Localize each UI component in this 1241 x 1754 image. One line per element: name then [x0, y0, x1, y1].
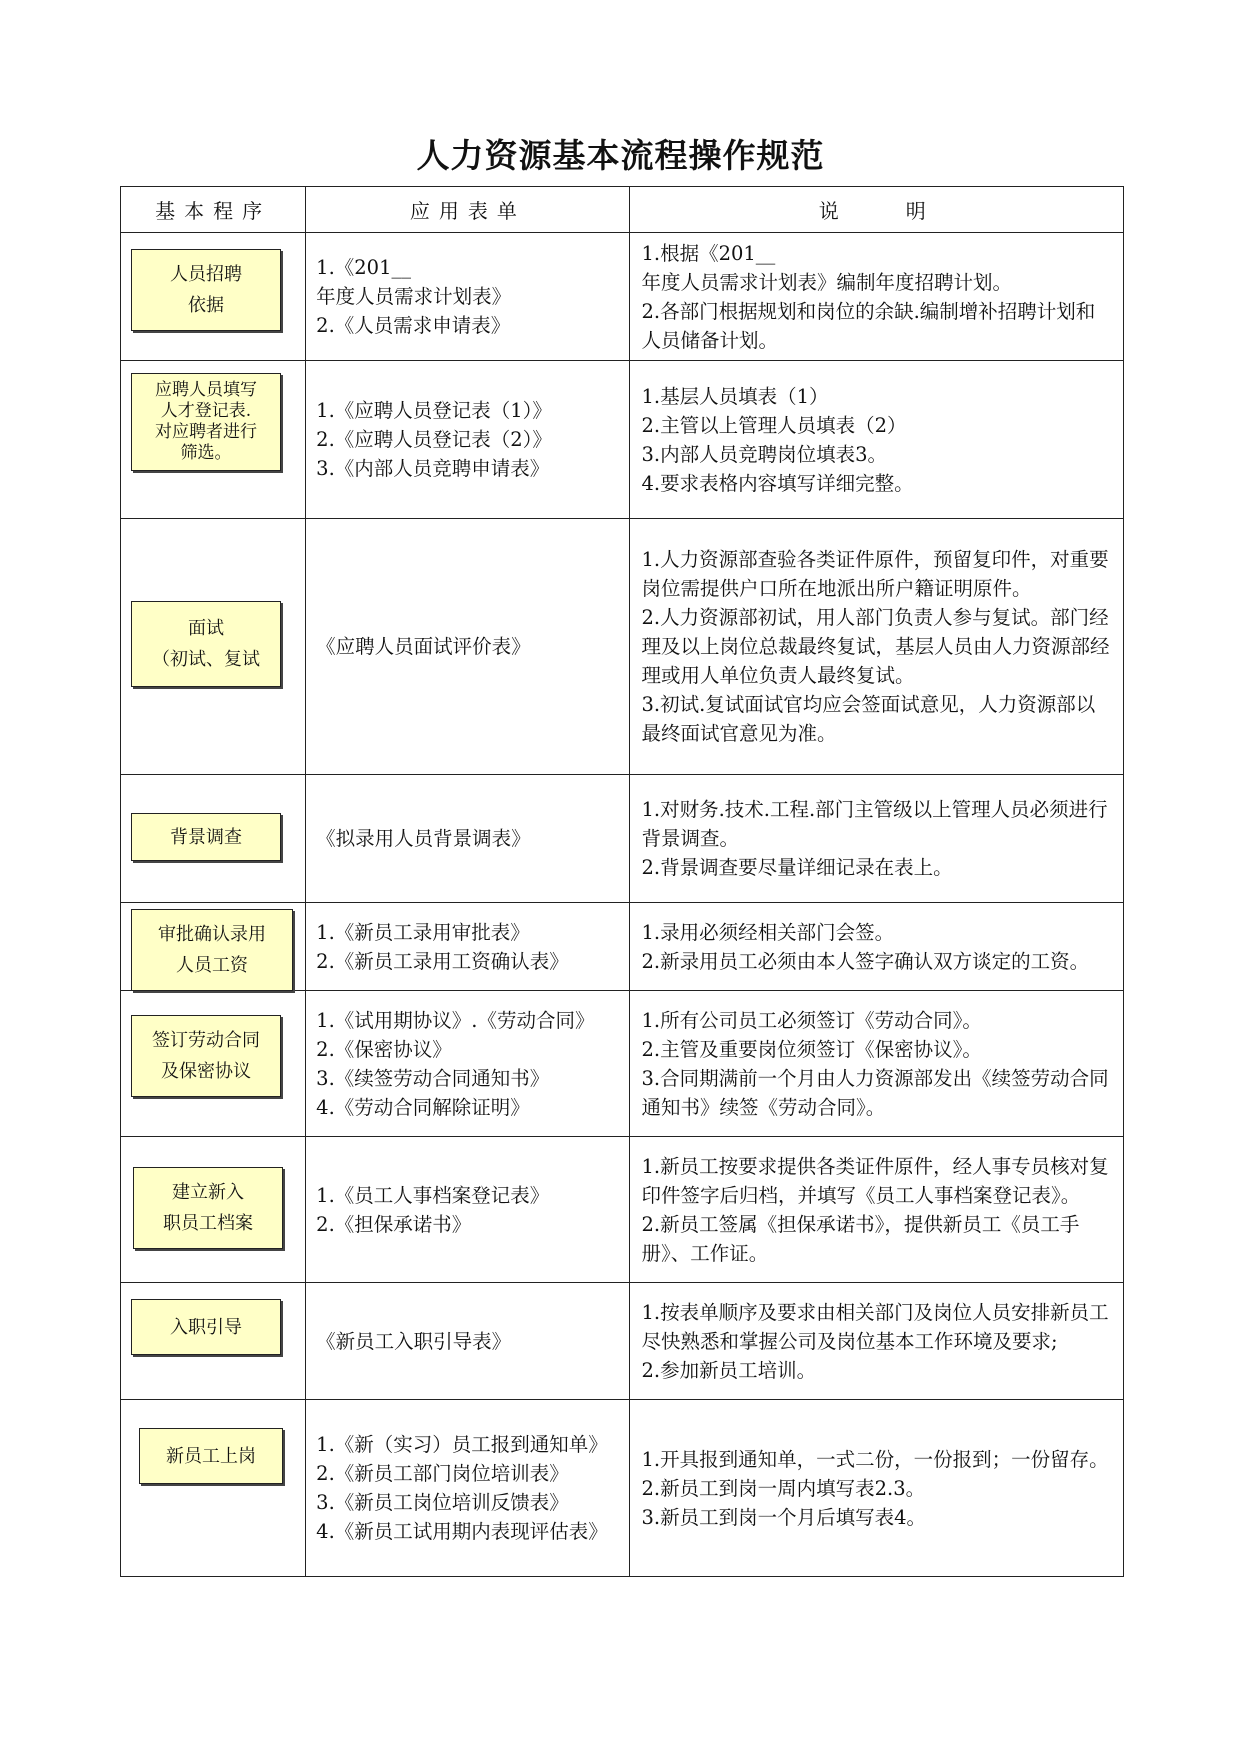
form-item: 4.《劳动合同解除证明》 — [316, 1095, 530, 1119]
description-item: 1.所有公司员工必须签订《劳动合同》。 — [641, 1008, 982, 1032]
form-item: 3.《续签劳动合同通知书》 — [316, 1066, 550, 1090]
description-item: 1.人力资源部查验各类证件原件，预留复印件，对重要岗位需提供户口所在地派出所户籍证明原件。 — [641, 548, 1109, 600]
description-item: 3.新员工到岗一个月后填写表4。 — [641, 1505, 926, 1529]
description-cell — [630, 361, 1124, 519]
procedure-step-box: 应聘人员填写 人才登记表. 对应聘者进行 筛选。 — [131, 373, 281, 471]
description-item: 1.开具报到通知单，一式二份，一份报到；一份留存。 — [641, 1447, 1109, 1471]
procedure-step-box: 入职引导 — [131, 1299, 281, 1355]
description-cell — [630, 991, 1124, 1137]
form-item: 1.《新员工录用审批表》 — [316, 920, 530, 944]
description-cell — [630, 903, 1124, 991]
page-title: 人力资源基本流程操作规范 — [416, 136, 825, 175]
form-item: 1.《员工人事档案登记表》 — [316, 1183, 550, 1207]
description-item: 2.新员工到岗一周内填写表2.3。 — [641, 1476, 926, 1500]
description-item: 2.参加新员工培训。 — [641, 1358, 817, 1382]
procedure-step-box: 面试 （初试、复试 — [131, 601, 281, 687]
procedure-step-box: 签订劳动合同 及保密协议 — [131, 1015, 281, 1097]
procedure-cell — [121, 361, 306, 519]
description-item: 1.新员工按要求提供各类证件原件，经人事专员核对复印件签字后归档，并填写《员工人事档案登记表》。 — [641, 1154, 1109, 1207]
table-row — [121, 519, 1124, 775]
form-item: 《应聘人员面试评价表》 — [316, 635, 531, 658]
description-item: 2.人力资源部初试，用人部门负责人参与复试。部门经理及以上岗位总裁最终复试，基层人员由人力资源部经理或用人单位负责人最终复试。 — [641, 606, 1110, 687]
description-item: 4.要求表格内容填写详细完整。 — [641, 471, 914, 495]
form-item: 1.《201__ — [316, 256, 411, 279]
form-item: 2.《担保承诺书》 — [316, 1212, 472, 1236]
form-item: 1.《试用期协议》.《劳动合同》 — [316, 1008, 595, 1032]
procedure-cell — [121, 1283, 306, 1400]
form-item: 4.《新员工试用期内表现评估表》 — [316, 1520, 608, 1543]
description-item: 2.各部门根据规划和岗位的余缺.编制增补招聘计划和人员储备计划。 — [641, 299, 1096, 352]
header-description: 说 明 — [630, 187, 1124, 233]
description-item: 3.内部人员竞聘岗位填表3。 — [641, 442, 887, 466]
procedure-step-box: 背景调查 — [131, 813, 281, 861]
table-row — [121, 1283, 1124, 1400]
description-cell — [630, 1137, 1124, 1283]
table-row — [121, 361, 1124, 519]
description-cell — [630, 1400, 1124, 1577]
form-item: 年度人员需求计划表》 — [316, 285, 512, 308]
procedure-step-box: 审批确认录用 人员工资 — [131, 909, 293, 991]
description-item: 2.背景调查要尽量详细记录在表上。 — [641, 856, 953, 879]
form-item: 2.《应聘人员登记表（2）》 — [316, 428, 552, 451]
table-header-row — [121, 187, 1124, 233]
procedure-step-box: 新员工上岗 — [139, 1428, 283, 1484]
procedure-step-box: 人员招聘 依据 — [131, 249, 281, 331]
description-item: 2.新录用员工必须由本人签字确认双方谈定的工资。 — [641, 949, 1090, 973]
procedure-cell — [121, 1137, 306, 1283]
description-cell — [630, 519, 1124, 775]
procedure-cell — [121, 519, 306, 775]
form-item: 2.《人员需求申请表》 — [316, 314, 511, 337]
description-cell — [630, 775, 1124, 903]
forms-cell — [306, 903, 630, 991]
procedure-cell — [121, 233, 306, 361]
description-item: 1.根据《201__ — [641, 241, 776, 265]
table-row — [121, 991, 1124, 1137]
description-item: 2.主管以上管理人员填表（2） — [641, 413, 907, 437]
forms-cell — [306, 991, 630, 1137]
procedure-cell — [121, 991, 306, 1137]
form-item: 2.《新员工录用工资确认表》 — [316, 949, 569, 973]
table-row — [121, 233, 1124, 361]
forms-cell — [306, 1400, 630, 1577]
form-item: 1.《新（实习）员工报到通知单》2.《新员工部门岗位培训表》 — [316, 1433, 608, 1485]
procedure-cell — [121, 1400, 306, 1577]
forms-cell — [306, 775, 630, 903]
table-row — [121, 1400, 1124, 1577]
form-item: 《拟录用人员背景调表》 — [316, 827, 531, 850]
table-row — [121, 1137, 1124, 1283]
description-item: 1.对财务.技术.工程.部门主管级以上管理人员必须进行背景调查。 — [641, 798, 1108, 850]
description-item: 1.基层人员填表（1） — [641, 384, 829, 408]
description-item: 2.主管及重要岗位须签订《保密协议》。 — [641, 1037, 982, 1061]
description-cell — [630, 233, 1124, 361]
procedure-cell — [121, 775, 306, 903]
forms-cell — [306, 519, 630, 775]
form-item: 3.《新员工岗位培训反馈表》 — [316, 1491, 569, 1514]
description-item: 2.新员工签属《担保承诺书》，提供新员工《员工手册》、工作证。 — [641, 1212, 1080, 1265]
forms-cell — [306, 361, 630, 519]
forms-cell — [306, 233, 630, 361]
table-row — [121, 775, 1124, 903]
description-cell — [630, 1283, 1124, 1400]
forms-cell — [306, 1137, 630, 1283]
description-item: 年度人员需求计划表》编制年度招聘计划。 — [641, 270, 1012, 294]
form-item: 3.《内部人员竞聘申请表》 — [316, 457, 550, 480]
form-item: 《新员工入职引导表》 — [316, 1329, 512, 1353]
description-item: 3.合同期满前一个月由人力资源部发出《续签劳动合同通知书》续签《劳动合同》。 — [641, 1066, 1109, 1119]
description-item: 1.按表单顺序及要求由相关部门及岗位人员安排新员工尽快熟悉和掌握公司及岗位基本工作环境及要求; — [641, 1300, 1109, 1353]
description-item: 1.录用必须经相关部门会签。 — [641, 920, 895, 944]
procedure-step-box: 建立新入 职员工档案 — [133, 1167, 283, 1249]
forms-cell — [306, 1283, 630, 1400]
table-row — [121, 903, 1124, 991]
form-item: 1.《应聘人员登记表（1）》 — [316, 399, 552, 422]
process-table — [120, 186, 1124, 1577]
header-forms: 应用表单 — [306, 187, 630, 233]
procedure-cell — [121, 903, 306, 991]
description-item: 3.初试.复试面试官均应会签面试意见，人力资源部以最终面试官意见为准。 — [641, 693, 1096, 745]
form-item: 2.《保密协议》 — [316, 1037, 452, 1061]
header-procedure: 基本程序 — [121, 187, 306, 233]
